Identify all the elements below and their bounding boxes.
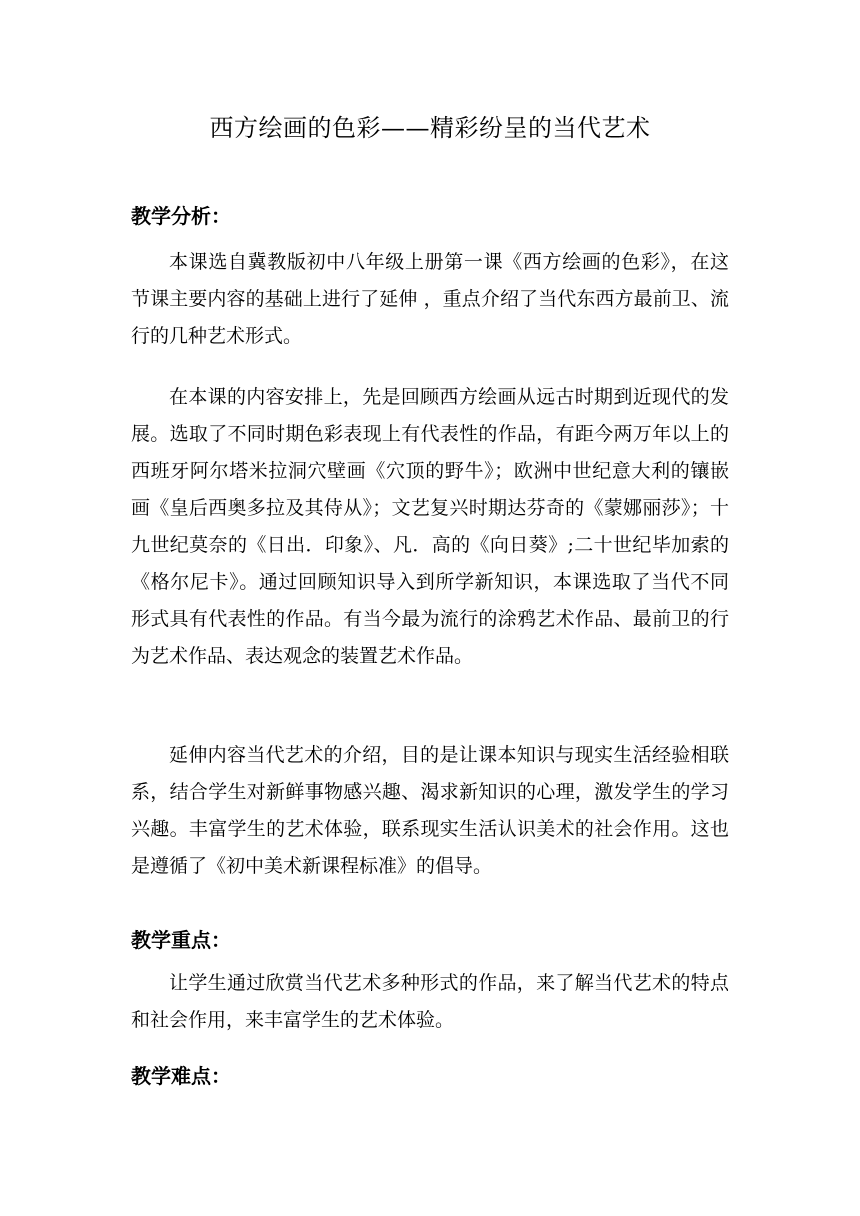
analysis-paragraph-1: 本课选自冀教版初中八年级上册第一课《西方绘画的色彩》，在这节课主要内容的基础上进行了延伸 ，重点介绍了当代东西方最前卫、流行的几种艺术形式。: [131, 251, 729, 347]
section-heading-analysis: 教学分析：: [131, 204, 231, 228]
section-heading-difficulty: 教学难点：: [131, 1064, 231, 1088]
document-title: 西方绘画的色彩——精彩纷呈的当代艺术: [209, 114, 651, 142]
section-heading-focus: 教学重点：: [131, 928, 231, 952]
focus-paragraph-1: 让学生通过欣赏当代艺术多种形式的作品，来了解当代艺术的特点和社会作用，来丰富学生的艺术体验。: [131, 972, 729, 1031]
analysis-paragraph-3: 延伸内容当代艺术的介绍，目的是让课本知识与现实生活经验相联系，结合学生对新鲜事物感兴趣、渴求新知识的心理，激发学生的学习兴趣。丰富学生的艺术体验，联系现实生活认识美术的社会作用。这也是遵循了《初中美术新课程标准》的倡导。: [131, 744, 729, 877]
analysis-paragraph-2: 在本课的内容安排上，先是回顾西方绘画从远古时期到近现代的发展。选取了不同时期色彩表现上有代表性的作品，有距今两万年以上的西班牙阿尔塔米拉洞穴壁画《穴顶的野牛》；欧洲中世纪意大利的镶嵌画《皇后西奥多拉及其侍从》；文艺复兴时期达芬奇的《蒙娜丽莎》；十九世纪莫奈的《日出．印象》、凡．高的《向日葵》;二十世纪毕加索的《格尔尼卡》。通过回顾知识导入到所学新知识，本课选取了当代不同形式具有代表性的作品。有当今最为流行的涂鸦艺术作品、最前卫的行为艺术作品、表达观念的装置艺术作品。: [131, 386, 729, 667]
